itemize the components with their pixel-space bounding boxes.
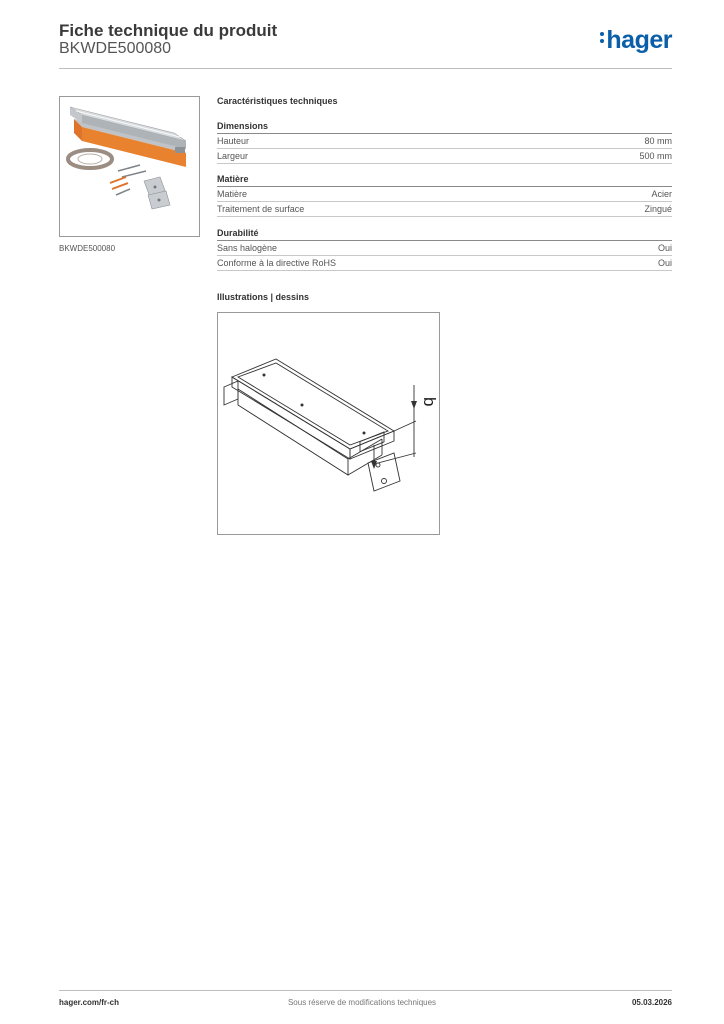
header-divider bbox=[59, 68, 672, 69]
logo-text: hager bbox=[606, 26, 672, 54]
hager-logo bbox=[600, 26, 672, 55]
spec-value: Oui bbox=[657, 243, 672, 253]
spec-row bbox=[217, 187, 672, 202]
group-title: Durabilité bbox=[217, 228, 672, 241]
product-photo bbox=[59, 96, 200, 237]
specs-heading: Caractéristiques techniques bbox=[217, 96, 338, 106]
spec-row bbox=[217, 134, 672, 149]
dimension-label: b bbox=[420, 397, 439, 407]
page-title: Fiche technique du produit bbox=[59, 21, 278, 40]
spec-group-durability bbox=[217, 228, 672, 271]
spec-label: Largeur bbox=[217, 151, 249, 161]
spec-row bbox=[217, 202, 672, 217]
footer-divider bbox=[59, 990, 672, 991]
footer-website[interactable]: hager.com/fr-ch bbox=[59, 998, 120, 1007]
footer-date: 05.03.2026 bbox=[631, 998, 672, 1007]
technical-drawing bbox=[217, 312, 440, 535]
footer-note: Sous réserve de modifications techniques bbox=[287, 998, 437, 1007]
drawing-image bbox=[218, 313, 439, 534]
illustrations-heading: Illustrations | dessins bbox=[217, 292, 310, 302]
spec-group-material bbox=[217, 174, 672, 217]
spec-label: Sans halogène bbox=[217, 243, 278, 253]
group-title: Dimensions bbox=[217, 121, 672, 134]
photo-caption: BKWDE500080 bbox=[59, 244, 116, 253]
spec-row bbox=[217, 241, 672, 256]
spec-value: Zingué bbox=[644, 204, 672, 214]
spec-group-dimensions bbox=[217, 121, 672, 164]
spec-value: Oui bbox=[657, 258, 672, 268]
spec-label: Hauteur bbox=[217, 136, 250, 146]
logo-dots-icon bbox=[600, 29, 604, 46]
spec-value: Acier bbox=[651, 189, 672, 199]
spec-row bbox=[217, 149, 672, 164]
group-title: Matière bbox=[217, 174, 672, 187]
spec-label: Traitement de surface bbox=[217, 204, 305, 214]
spec-label: Conforme à la directive RoHS bbox=[217, 258, 337, 268]
product-photo-image bbox=[60, 97, 199, 236]
spec-label: Matière bbox=[217, 189, 248, 199]
spec-row bbox=[217, 256, 672, 271]
spec-value: 500 mm bbox=[639, 151, 672, 161]
spec-value: 80 mm bbox=[644, 136, 672, 146]
product-code: BKWDE500080 bbox=[59, 40, 172, 57]
